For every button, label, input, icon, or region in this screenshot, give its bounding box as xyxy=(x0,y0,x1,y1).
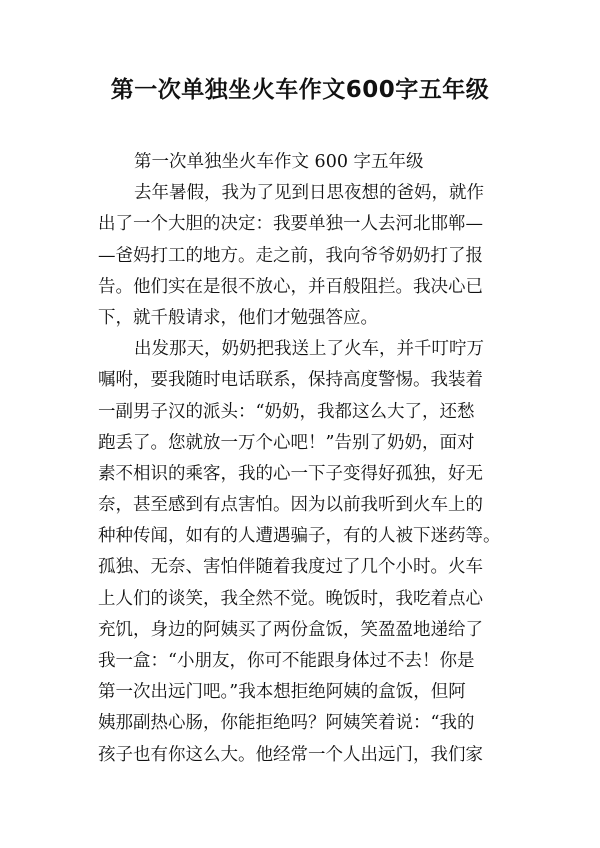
body-line: —爸妈打工的地方。走之前，我向爷爷奶奶打了报 xyxy=(98,245,483,266)
body-line: 姨那副热心肠，你能拒绝吗？阿姨笑着说：“我的 xyxy=(98,713,475,734)
body-line: 我一盒：“小朋友，你可不能跟身体过不去！你是 xyxy=(98,651,475,671)
body-line: 一副男子汉的派头：“奶奶，我都这么大了，还愁 xyxy=(98,401,475,422)
body-line: 出了一个大胆的决定：我要单独一人去河北邯郸— xyxy=(98,214,483,235)
body-line: 告。他们实在是很不放心，并百般阻拦。我决心已 xyxy=(98,276,483,297)
body-line: 第一次单独坐火车作文 600 字五年级 xyxy=(134,152,424,172)
body-line: 充饥，身边的阿姨买了两份盒饭，笑盈盈地递给了 xyxy=(98,619,483,640)
body-line: 种种传闻，如有的人遭遇骗子，有的人被下迷药等。 xyxy=(98,526,501,547)
document-body xyxy=(98,147,512,771)
body-line: 第一次出远门吧。”我本想拒绝阿姨的盒饭，但阿 xyxy=(98,682,466,703)
body-line: 孤独、无奈、害怕伴随着我度过了几个小时。火车 xyxy=(98,557,483,578)
body-line: 素不相识的乘客，我的心一下子变得好孤独，好无 xyxy=(98,463,483,484)
body-line: 去年暑假，我为了见到日思夜想的爸妈，就作 xyxy=(134,183,484,204)
body-line: 嘱咐，要我随时电话联系，保持高度警惕。我装着 xyxy=(98,370,483,391)
body-line: 跑丢了。您就放一万个心吧！”告别了奶奶，面对 xyxy=(98,432,475,453)
body-line: 孩子也有你这么大。他经常一个人出远门，我们家 xyxy=(98,744,483,765)
body-line: 上人们的谈笑，我全然不觉。晚饭时，我吃着点心 xyxy=(98,588,483,609)
document-title: 第一次单独坐火车作文600字五年级 xyxy=(110,77,490,103)
body-line: 出发那天，奶奶把我送上了火车，并千叮咛万 xyxy=(134,339,484,360)
body-line: 奈，甚至感到有点害怕。因为以前我听到火车上的 xyxy=(98,495,483,516)
body-line: 下，就千般请求，他们才勉强答应。 xyxy=(98,307,378,328)
